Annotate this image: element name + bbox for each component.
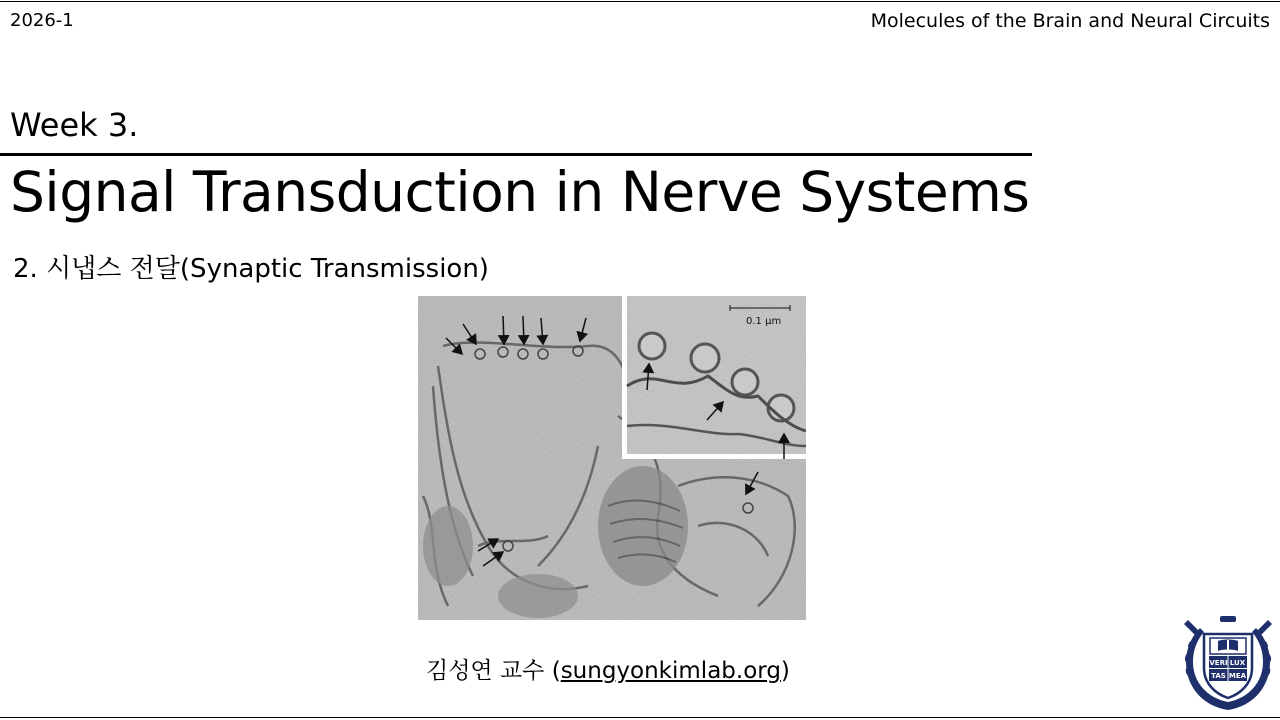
electron-micrograph xyxy=(418,296,806,620)
emblem-text-veri: VERI xyxy=(1209,659,1228,667)
author-credit xyxy=(426,652,790,685)
semester-label: 2026-1 xyxy=(10,10,74,31)
slide-subtitle: 2. 시냅스 전달(Synaptic Transmission) xyxy=(13,254,489,284)
course-title: Molecules of the Brain and Neural Circuits xyxy=(870,10,1270,32)
author-name: 김성연 교수 ( xyxy=(426,658,561,684)
bottom-border xyxy=(0,717,1280,718)
top-border xyxy=(0,1,1280,2)
emblem-text-mea: MEA xyxy=(1228,672,1247,680)
scale-bar-label: 0.1 µm xyxy=(746,316,782,327)
author-suffix: ) xyxy=(780,658,790,684)
slide-title: Signal Transduction in Nerve Systems xyxy=(10,160,1030,224)
emblem-text-lux: LUX xyxy=(1229,659,1246,667)
emblem-text-tas: TAS xyxy=(1211,672,1226,680)
micrograph-image xyxy=(418,296,806,620)
week-label: Week 3. xyxy=(10,106,139,144)
lab-website-link[interactable]: sungyonkimlab.org xyxy=(560,658,781,684)
university-emblem xyxy=(1180,614,1276,714)
emblem-icon xyxy=(1180,614,1276,714)
title-divider xyxy=(0,153,1032,156)
